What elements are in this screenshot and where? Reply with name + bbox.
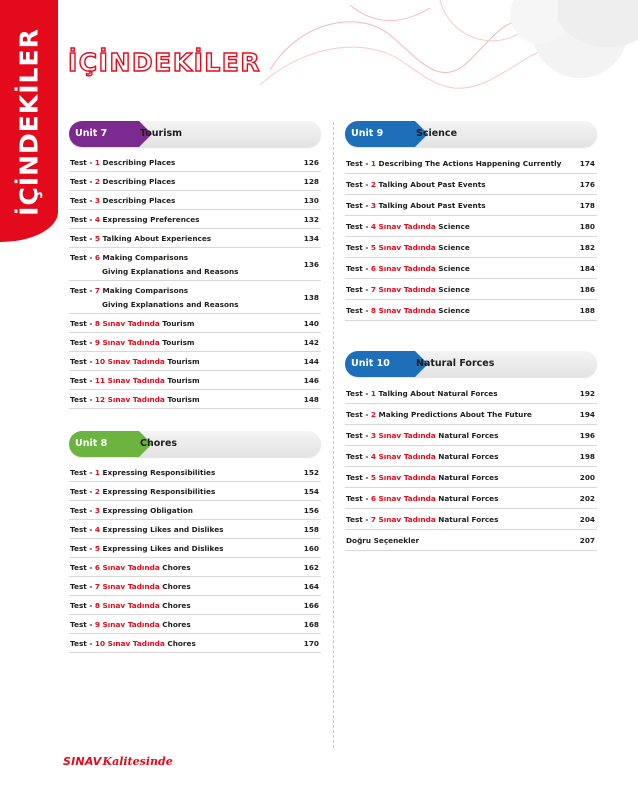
toc-row[interactable] bbox=[69, 191, 321, 210]
page-number: 168 bbox=[303, 620, 319, 629]
toc-entry-text bbox=[70, 601, 191, 610]
side-tab bbox=[0, 0, 58, 242]
unit-section bbox=[69, 431, 321, 653]
toc-entry-text bbox=[70, 158, 175, 167]
test-number: 4 bbox=[370, 452, 376, 461]
topic-subtitle: Giving Explanations and Reasons bbox=[102, 267, 239, 276]
toc-row[interactable] bbox=[69, 463, 321, 482]
toc-row[interactable] bbox=[69, 596, 321, 615]
unit-badge: Unit 10 bbox=[345, 351, 415, 377]
topic-title: Describing Places bbox=[99, 177, 176, 186]
toc-row[interactable] bbox=[69, 248, 321, 281]
toc-row[interactable] bbox=[345, 383, 597, 404]
test-number: 1 bbox=[370, 159, 376, 168]
test-prefix: Test - bbox=[346, 306, 371, 315]
unit-header bbox=[345, 121, 597, 147]
page-number: 126 bbox=[303, 158, 319, 167]
sinav-tadinda-label: Sınav Tadında bbox=[99, 582, 160, 591]
toc-entry-text bbox=[346, 389, 498, 398]
test-number: 7 bbox=[370, 285, 376, 294]
topic-title: Natural Forces bbox=[435, 452, 499, 461]
toc-row[interactable] bbox=[69, 482, 321, 501]
sinav-tadinda-label: Sınav Tadında bbox=[375, 285, 436, 294]
test-prefix: Test - bbox=[346, 452, 371, 461]
test-number: 2 bbox=[94, 177, 100, 186]
topic-title: Tourism bbox=[159, 338, 195, 347]
topic-title: Expressing Likes and Dislikes bbox=[99, 544, 224, 553]
toc-row[interactable] bbox=[345, 467, 597, 488]
toc-row[interactable] bbox=[345, 446, 597, 467]
test-number: 9 bbox=[94, 338, 100, 347]
toc-entry-text bbox=[346, 285, 470, 294]
toc-list bbox=[69, 153, 321, 409]
test-number: 6 bbox=[94, 563, 100, 572]
page-number: 132 bbox=[303, 215, 319, 224]
test-prefix: Test - bbox=[70, 525, 95, 534]
toc-row[interactable] bbox=[69, 229, 321, 248]
topic-title: Science bbox=[435, 222, 470, 231]
toc-entry-text bbox=[70, 338, 195, 347]
test-number: 3 bbox=[370, 201, 376, 210]
page-number: 154 bbox=[303, 487, 319, 496]
test-number: 7 bbox=[94, 286, 100, 295]
toc-row[interactable] bbox=[69, 371, 321, 390]
toc-entry-text bbox=[70, 253, 239, 276]
test-prefix: Test - bbox=[346, 494, 371, 503]
unit-title: Tourism bbox=[140, 128, 183, 139]
test-prefix: Test - bbox=[346, 222, 371, 231]
toc-entry-text bbox=[70, 395, 200, 404]
test-prefix: Test - bbox=[70, 639, 95, 648]
toc-entry-text bbox=[346, 159, 561, 168]
test-prefix: Test - bbox=[70, 563, 95, 572]
toc-row[interactable] bbox=[345, 425, 597, 446]
test-number: 6 bbox=[94, 253, 100, 262]
test-number: 1 bbox=[370, 389, 376, 398]
toc-entry-text bbox=[70, 563, 191, 572]
toc-entry-text bbox=[346, 515, 498, 524]
toc-row[interactable] bbox=[69, 314, 321, 333]
toc-entry-text bbox=[70, 582, 191, 591]
sinav-tadinda-label: Sınav Tadında bbox=[375, 243, 436, 252]
toc-entry-text bbox=[70, 215, 200, 224]
brand-kalitesinde: Kalitesinde bbox=[102, 755, 173, 768]
test-prefix: Test - bbox=[346, 264, 371, 273]
toc-row[interactable] bbox=[345, 530, 597, 551]
toc-entry-text bbox=[346, 431, 498, 440]
toc-entry-text bbox=[70, 506, 193, 515]
test-number: 7 bbox=[94, 582, 100, 591]
test-prefix: Test - bbox=[70, 338, 95, 347]
test-prefix: Test - bbox=[70, 177, 95, 186]
unit-header bbox=[345, 351, 597, 377]
toc-row[interactable] bbox=[345, 216, 597, 237]
topic-title: Talking About Experiences bbox=[99, 234, 212, 243]
toc-entry-text bbox=[70, 468, 215, 477]
sinav-tadinda-label: Sınav Tadında bbox=[99, 620, 160, 629]
unit-header bbox=[69, 431, 321, 457]
page-number: 158 bbox=[303, 525, 319, 534]
unit-title: Natural Forces bbox=[416, 358, 495, 369]
page-number: 166 bbox=[303, 601, 319, 610]
test-prefix: Test - bbox=[70, 544, 95, 553]
test-prefix: Test - bbox=[70, 395, 95, 404]
test-number: 1 bbox=[94, 158, 100, 167]
test-prefix: Test - bbox=[70, 286, 95, 295]
topic-title: Expressing Likes and Dislikes bbox=[99, 525, 224, 534]
toc-row[interactable] bbox=[69, 501, 321, 520]
test-number: 7 bbox=[370, 515, 376, 524]
page-number: 148 bbox=[303, 395, 319, 404]
sinav-tadinda-label: Sınav Tadında bbox=[375, 494, 436, 503]
test-number: 5 bbox=[94, 544, 100, 553]
toc-row[interactable] bbox=[345, 509, 597, 530]
test-prefix: Test - bbox=[70, 376, 95, 385]
test-number: 2 bbox=[94, 487, 100, 496]
topic-title: Science bbox=[435, 285, 470, 294]
test-prefix: Test - bbox=[70, 487, 95, 496]
test-number: 10 bbox=[94, 357, 106, 366]
test-prefix: Test - bbox=[346, 285, 371, 294]
toc-row[interactable] bbox=[345, 300, 597, 321]
test-number: 4 bbox=[94, 215, 100, 224]
test-number: 4 bbox=[370, 222, 376, 231]
toc-entry-text bbox=[346, 473, 498, 482]
test-prefix: Test - bbox=[70, 357, 95, 366]
toc-list bbox=[345, 153, 597, 321]
test-number: 6 bbox=[370, 264, 376, 273]
topic-title: Chores bbox=[159, 563, 191, 572]
sinav-tadinda-label: Sınav Tadında bbox=[99, 563, 160, 572]
page-number: 128 bbox=[303, 177, 319, 186]
topic-title: Tourism bbox=[164, 376, 200, 385]
test-prefix: Test - bbox=[70, 253, 95, 262]
test-prefix: Test - bbox=[70, 196, 95, 205]
toc-entry-text bbox=[346, 264, 470, 273]
sinav-tadinda-label: Sınav Tadında bbox=[375, 452, 436, 461]
page-number: 184 bbox=[579, 264, 595, 273]
unit-section bbox=[345, 351, 597, 551]
left-column bbox=[69, 121, 321, 675]
unit-section bbox=[69, 121, 321, 409]
test-prefix: Test - bbox=[70, 620, 95, 629]
test-number: 5 bbox=[370, 473, 376, 482]
page-number: 186 bbox=[579, 285, 595, 294]
topic-title: Chores bbox=[164, 639, 196, 648]
test-prefix: Test - bbox=[70, 601, 95, 610]
toc-entry-text bbox=[70, 177, 175, 186]
page-number: 174 bbox=[579, 159, 595, 168]
test-prefix: Test - bbox=[70, 319, 95, 328]
sinav-tadinda-label: Sınav Tadında bbox=[105, 395, 165, 404]
page-number: 138 bbox=[303, 293, 319, 302]
page-number: 136 bbox=[303, 260, 319, 269]
topic-title: Science bbox=[435, 243, 470, 252]
right-column bbox=[345, 121, 597, 581]
toc-entry-text bbox=[70, 357, 200, 366]
page-number: 198 bbox=[579, 452, 595, 461]
toc-row[interactable] bbox=[69, 390, 321, 409]
test-number: 2 bbox=[370, 410, 376, 419]
topic-title: Making Comparisons bbox=[99, 253, 189, 262]
test-prefix: Test - bbox=[70, 468, 95, 477]
test-number: 12 bbox=[94, 395, 106, 404]
toc-entry-text bbox=[70, 196, 175, 205]
page-number: 140 bbox=[303, 319, 319, 328]
test-number: 8 bbox=[370, 306, 376, 315]
topic-title: Natural Forces bbox=[435, 515, 499, 524]
page-number: 180 bbox=[579, 222, 595, 231]
toc-row[interactable] bbox=[345, 488, 597, 509]
toc-row[interactable] bbox=[345, 404, 597, 425]
topic-title: Science bbox=[435, 264, 470, 273]
toc-entry-text bbox=[346, 410, 532, 419]
toc-entry-text bbox=[70, 234, 211, 243]
sinav-tadinda-label: Sınav Tadında bbox=[99, 319, 160, 328]
test-number: 10 bbox=[94, 639, 106, 648]
toc-entry-text bbox=[346, 201, 486, 210]
toc-row[interactable] bbox=[69, 210, 321, 229]
topic-title: Natural Forces bbox=[435, 473, 499, 482]
toc-entry-text bbox=[346, 536, 419, 545]
toc-entry-text bbox=[346, 452, 498, 461]
topic-title: Tourism bbox=[164, 357, 200, 366]
test-number: 8 bbox=[94, 601, 100, 610]
toc-row[interactable] bbox=[69, 615, 321, 634]
page-number: 182 bbox=[579, 243, 595, 252]
unit-badge: Unit 9 bbox=[345, 121, 415, 147]
topic-title: Describing Places bbox=[99, 196, 176, 205]
page-number: 176 bbox=[579, 180, 595, 189]
toc-entry-text bbox=[70, 319, 195, 328]
toc-entry-text bbox=[70, 620, 191, 629]
page-number: 146 bbox=[303, 376, 319, 385]
topic-title: Tourism bbox=[159, 319, 195, 328]
topic-title: Expressing Preferences bbox=[99, 215, 200, 224]
topic-title: Chores bbox=[159, 620, 191, 629]
page-number: 204 bbox=[579, 515, 595, 524]
test-prefix: Test - bbox=[346, 201, 371, 210]
test-number: 5 bbox=[94, 234, 100, 243]
toc-row[interactable] bbox=[345, 195, 597, 216]
page-number: 196 bbox=[579, 431, 595, 440]
toc-row[interactable] bbox=[69, 153, 321, 172]
topic-title: Tourism bbox=[164, 395, 200, 404]
toc-row[interactable] bbox=[69, 352, 321, 371]
sinav-tadinda-label: Sınav Tadında bbox=[375, 515, 436, 524]
topic-title: Talking About Past Events bbox=[375, 180, 486, 189]
toc-row[interactable] bbox=[69, 634, 321, 653]
sinav-tadinda-label: Sınav Tadında bbox=[99, 338, 160, 347]
toc-entry-text bbox=[70, 487, 215, 496]
test-number: 3 bbox=[94, 506, 100, 515]
unit-badge: Unit 7 bbox=[69, 121, 139, 147]
test-prefix: Test - bbox=[346, 243, 371, 252]
sinav-tadinda-label: Sınav Tadında bbox=[375, 473, 436, 482]
brand-sinav: SINAV bbox=[63, 755, 102, 768]
topic-title: Science bbox=[435, 306, 470, 315]
unit-title: Chores bbox=[140, 438, 178, 449]
test-prefix: Test - bbox=[346, 515, 371, 524]
topic-title: Talking About Natural Forces bbox=[375, 389, 498, 398]
toc-entry-text bbox=[346, 222, 470, 231]
topic-title: Describing Places bbox=[99, 158, 176, 167]
page-number: 142 bbox=[303, 338, 319, 347]
toc-row[interactable] bbox=[69, 577, 321, 596]
topic-title: Natural Forces bbox=[435, 431, 499, 440]
test-number: 8 bbox=[94, 319, 100, 328]
sinav-tadinda-label: Sınav Tadında bbox=[375, 264, 436, 273]
sinav-tadinda-label: Sınav Tadında bbox=[375, 222, 436, 231]
toc-entry-text bbox=[346, 306, 470, 315]
sinav-tadinda-label: Sınav Tadında bbox=[375, 306, 436, 315]
sinav-tadinda-label: Sınav Tadında bbox=[375, 431, 436, 440]
topic-title: Expressing Responsibilities bbox=[99, 468, 216, 477]
decorative-swirl-graphic bbox=[240, 0, 638, 110]
test-prefix: Test - bbox=[346, 159, 371, 168]
sinav-tadinda-label: Sınav Tadında bbox=[105, 357, 165, 366]
toc-list bbox=[69, 463, 321, 653]
page-number: 144 bbox=[303, 357, 319, 366]
test-number: 1 bbox=[94, 468, 100, 477]
page-number: 156 bbox=[303, 506, 319, 515]
toc-row[interactable] bbox=[345, 237, 597, 258]
footer-brand-logo bbox=[63, 755, 173, 768]
page-number: 134 bbox=[303, 234, 319, 243]
page-number: 170 bbox=[303, 639, 319, 648]
topic-title: Expressing Obligation bbox=[99, 506, 193, 515]
page-number: 200 bbox=[579, 473, 595, 482]
test-number: 11 bbox=[94, 376, 106, 385]
page-number: 188 bbox=[579, 306, 595, 315]
toc-row[interactable] bbox=[69, 558, 321, 577]
toc-row[interactable] bbox=[345, 174, 597, 195]
topic-title: Expressing Responsibilities bbox=[99, 487, 216, 496]
test-prefix: Test - bbox=[70, 582, 95, 591]
page-title: İÇİNDEKİLER bbox=[68, 48, 262, 77]
toc-entry-text bbox=[346, 180, 486, 189]
page-number: 152 bbox=[303, 468, 319, 477]
test-number: 6 bbox=[370, 494, 376, 503]
test-prefix: Test - bbox=[70, 234, 95, 243]
toc-row[interactable] bbox=[69, 333, 321, 352]
test-prefix: Test - bbox=[346, 180, 371, 189]
sinav-tadinda-label: Sınav Tadında bbox=[105, 639, 165, 648]
test-prefix: Test - bbox=[346, 389, 371, 398]
toc-entry-text bbox=[70, 286, 239, 309]
topic-title: Making Predictions About The Future bbox=[375, 410, 532, 419]
toc-entry-text bbox=[70, 639, 196, 648]
unit-header bbox=[69, 121, 321, 147]
toc-entry-text bbox=[346, 494, 498, 503]
toc-row[interactable] bbox=[69, 172, 321, 191]
column-divider bbox=[333, 122, 334, 748]
test-prefix: Test - bbox=[70, 158, 95, 167]
topic-title: Natural Forces bbox=[435, 494, 499, 503]
unit-section bbox=[345, 121, 597, 321]
unit-badge: Unit 8 bbox=[69, 431, 139, 457]
topic-title: Chores bbox=[159, 582, 191, 591]
sinav-tadinda-label: Sınav Tadında bbox=[99, 601, 160, 610]
topic-title: Chores bbox=[159, 601, 191, 610]
topic-subtitle: Giving Explanations and Reasons bbox=[102, 300, 239, 309]
page-number: 207 bbox=[579, 536, 595, 545]
test-number: 9 bbox=[94, 620, 100, 629]
test-prefix: Test - bbox=[346, 473, 371, 482]
side-tab-label: İÇİNDEKİLER bbox=[14, 28, 44, 216]
page-number: 178 bbox=[579, 201, 595, 210]
page-number: 192 bbox=[579, 389, 595, 398]
toc-entry-text bbox=[70, 544, 224, 553]
page-number: 160 bbox=[303, 544, 319, 553]
test-prefix: Test - bbox=[346, 431, 371, 440]
toc-row[interactable] bbox=[345, 153, 597, 174]
toc-entry-text bbox=[70, 525, 224, 534]
toc-row[interactable] bbox=[345, 258, 597, 279]
test-number: 4 bbox=[94, 525, 100, 534]
page-number: 164 bbox=[303, 582, 319, 591]
toc-entry-text bbox=[70, 376, 200, 385]
test-prefix: Test - bbox=[70, 215, 95, 224]
test-number: 2 bbox=[370, 180, 376, 189]
topic-title: Describing The Actions Happening Currently bbox=[375, 159, 562, 168]
sinav-tadinda-label: Sınav Tadında bbox=[105, 376, 165, 385]
toc-row[interactable] bbox=[69, 539, 321, 558]
unit-title: Science bbox=[416, 128, 458, 139]
test-number: 5 bbox=[370, 243, 376, 252]
page-number: 194 bbox=[579, 410, 595, 419]
test-number: 3 bbox=[370, 431, 376, 440]
toc-row[interactable] bbox=[345, 279, 597, 300]
topic-title: Making Comparisons bbox=[99, 286, 189, 295]
topic-title: Doğru Seçenekler bbox=[346, 536, 420, 545]
toc-row[interactable] bbox=[69, 281, 321, 314]
test-number: 3 bbox=[94, 196, 100, 205]
page-number: 130 bbox=[303, 196, 319, 205]
topic-title: Talking About Past Events bbox=[375, 201, 486, 210]
toc-entry-text bbox=[346, 243, 470, 252]
test-prefix: Test - bbox=[70, 506, 95, 515]
page-number: 202 bbox=[579, 494, 595, 503]
toc-list bbox=[345, 383, 597, 551]
test-prefix: Test - bbox=[346, 410, 371, 419]
toc-row[interactable] bbox=[69, 520, 321, 539]
page-number: 162 bbox=[303, 563, 319, 572]
